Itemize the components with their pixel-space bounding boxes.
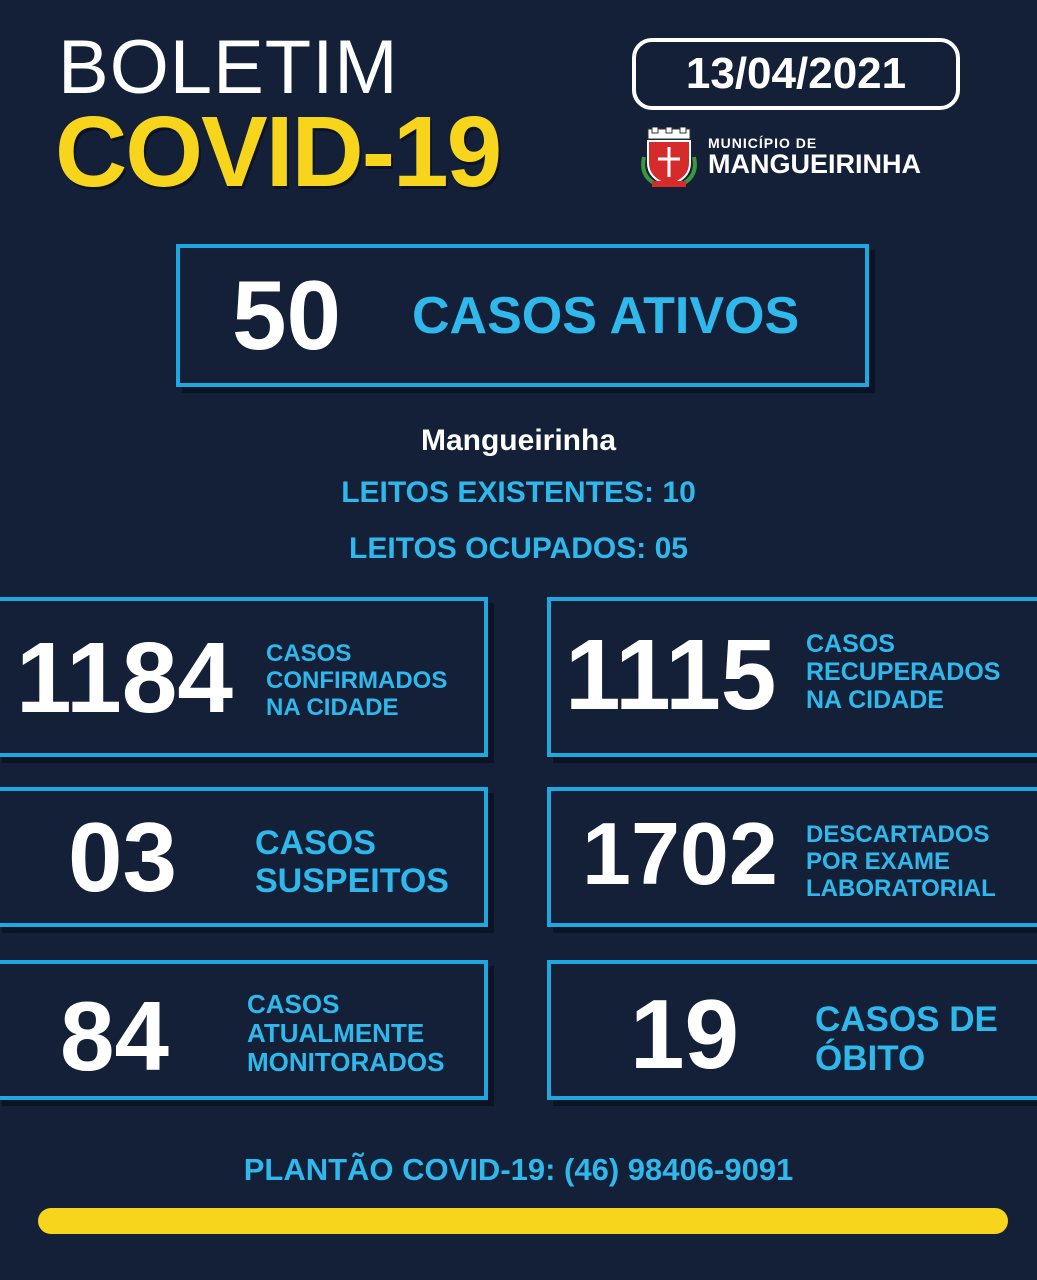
discarded-label-line1: DESCARTADOS: [806, 821, 990, 848]
monitored-label-line2: ATUALMENTE: [247, 1018, 425, 1049]
monitored-label-line1: CASOS: [247, 989, 340, 1019]
confirmed-value: 1184: [16, 622, 233, 734]
discarded-value: 1702: [582, 804, 778, 903]
suspected-label: [255, 824, 449, 900]
discarded-label-line3: LABORATORIAL: [806, 874, 996, 902]
monitored-value: 84: [60, 981, 170, 1091]
monitored-label-line3: MONITORADOS: [247, 1047, 445, 1078]
recovered-label-line3: NA CIDADE: [806, 686, 944, 714]
beds-existing: LEITOS EXISTENTES: 10: [341, 476, 696, 509]
deaths-label: [815, 1000, 998, 1078]
municipality-name: MANGUEIRINHA: [708, 149, 921, 180]
confirmed-label: [266, 641, 447, 722]
discarded-label-line2: POR EXAME: [806, 847, 951, 875]
monitored-label: [247, 990, 444, 1077]
title-covid: COVID-19: [55, 96, 501, 208]
deaths-label-line1: CASOS DE: [815, 1000, 998, 1039]
recovered-label: [806, 630, 1000, 714]
municipality-prefix: MUNICÍPIO DE: [708, 135, 818, 152]
active-cases-value: 50: [232, 260, 342, 370]
beds-occupied: LEITOS OCUPADOS: 05: [349, 532, 688, 565]
city-name: Mangueirinha: [420, 424, 616, 457]
active-cases-label: CASOS ATIVOS: [412, 287, 800, 345]
date-text: 13/04/2021: [685, 49, 907, 98]
confirmed-label-line2: CONFIRMADOS: [266, 666, 448, 694]
confirmed-label-line1: CASOS: [266, 640, 352, 667]
date-badge: [632, 38, 960, 110]
hotline-text: PLANTÃO COVID-19: (46) 98406-9091: [243, 1152, 794, 1187]
footer-bar: [38, 1208, 1008, 1234]
municipality-logo: [640, 127, 921, 189]
coat-of-arms-icon: [640, 127, 698, 189]
discarded-label: [806, 822, 996, 903]
suspected-label-line2: SUSPEITOS: [255, 862, 449, 901]
recovered-label-line1: CASOS: [806, 630, 895, 658]
confirmed-label-line3: NA CIDADE: [266, 693, 399, 721]
suspected-value: 03: [68, 802, 178, 912]
deaths-value: 19: [630, 979, 740, 1089]
recovered-label-line2: RECUPERADOS: [806, 658, 1001, 686]
deaths-label-line2: ÓBITO: [815, 1039, 926, 1079]
recovered-value: 1115: [565, 619, 777, 731]
suspected-label-line1: CASOS: [255, 824, 376, 862]
title-boletim: BOLETIM: [58, 25, 399, 110]
